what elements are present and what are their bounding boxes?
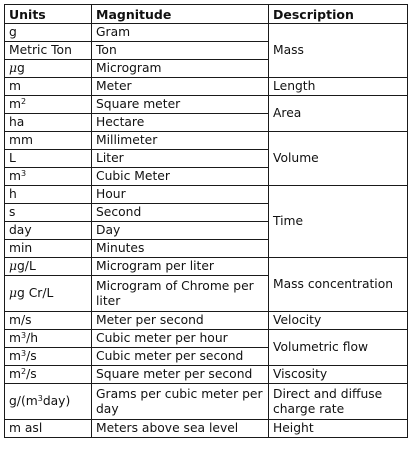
unit-cell: g — [5, 24, 92, 42]
unit-cell: min — [5, 240, 92, 258]
unit-cell: $m^3$ — [5, 168, 92, 186]
magnitude-cell: Millimeter — [92, 132, 269, 150]
description-cell: Volume — [269, 132, 408, 186]
magnitude-cell: Microgram of Chrome per liter — [92, 276, 269, 312]
description-cell: Time — [269, 186, 408, 258]
magnitude-cell: Day — [92, 222, 269, 240]
unit-cell: $m^2$ — [5, 96, 92, 114]
magnitude-cell: Meter — [92, 78, 269, 96]
magnitude-cell: Cubic meter per second — [92, 348, 269, 366]
unit-cell: μg — [5, 60, 92, 78]
description-cell: Mass concentration — [269, 258, 408, 312]
magnitude-cell: Hectare — [92, 114, 269, 132]
units-table — [4, 4, 408, 438]
magnitude-cell: Microgram — [92, 60, 269, 78]
table-row — [5, 312, 408, 330]
unit-cell: $m^3/s$ — [5, 348, 92, 366]
description-cell: Mass — [269, 24, 408, 78]
description-cell: Area — [269, 96, 408, 132]
table-row — [5, 330, 408, 348]
unit-cell: $m^2/s$ — [5, 366, 92, 384]
unit-cell: m asl — [5, 420, 92, 438]
magnitude-cell: Square meter per second — [92, 366, 269, 384]
unit-cell: m — [5, 78, 92, 96]
magnitude-cell: Second — [92, 204, 269, 222]
magnitude-cell: Square meter — [92, 96, 269, 114]
table-row — [5, 96, 408, 114]
description-cell: Velocity — [269, 312, 408, 330]
header-row — [5, 5, 408, 24]
table-row — [5, 132, 408, 150]
magnitude-cell: Microgram per liter — [92, 258, 269, 276]
header-units: Units — [5, 5, 92, 24]
magnitude-cell: Cubic meter per hour — [92, 330, 269, 348]
description-cell: Height — [269, 420, 408, 438]
table-row — [5, 258, 408, 276]
magnitude-cell: Minutes — [92, 240, 269, 258]
magnitude-cell: Gram — [92, 24, 269, 42]
magnitude-cell: Ton — [92, 42, 269, 60]
unit-cell: Metric Ton — [5, 42, 92, 60]
unit-cell: $g/(m^3day)$ — [5, 384, 92, 420]
unit-cell: day — [5, 222, 92, 240]
table-row — [5, 420, 408, 438]
table-row — [5, 24, 408, 42]
unit-cell: μg/L — [5, 258, 92, 276]
header-description: Description — [269, 5, 408, 24]
magnitude-cell: Meters above sea level — [92, 420, 269, 438]
magnitude-cell: Grams per cubic meter per day — [92, 384, 269, 420]
unit-cell: mm — [5, 132, 92, 150]
unit-cell: μg Cr/L — [5, 276, 92, 312]
magnitude-cell: Meter per second — [92, 312, 269, 330]
table-row — [5, 78, 408, 96]
unit-cell: m/s — [5, 312, 92, 330]
header-magnitude: Magnitude — [92, 5, 269, 24]
unit-cell: h — [5, 186, 92, 204]
unit-cell: L — [5, 150, 92, 168]
description-cell: Volumetric flow — [269, 330, 408, 366]
unit-cell: ha — [5, 114, 92, 132]
magnitude-cell: Hour — [92, 186, 269, 204]
magnitude-cell: Liter — [92, 150, 269, 168]
description-cell: Direct and diffuse charge rate — [269, 384, 408, 420]
magnitude-cell: Cubic Meter — [92, 168, 269, 186]
table-row — [5, 384, 408, 420]
description-cell: Viscosity — [269, 366, 408, 384]
description-cell: Length — [269, 78, 408, 96]
table-row — [5, 186, 408, 204]
unit-cell: s — [5, 204, 92, 222]
unit-cell: $m^3/h$ — [5, 330, 92, 348]
table-row — [5, 366, 408, 384]
